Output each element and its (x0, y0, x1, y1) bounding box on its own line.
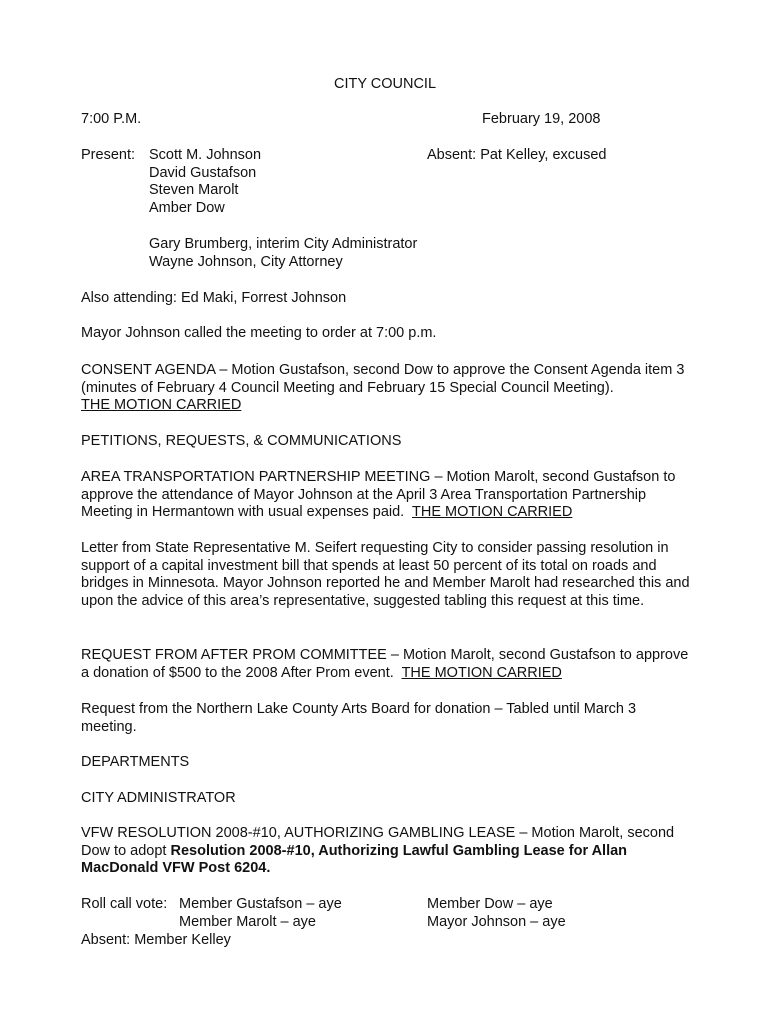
document-title: CITY COUNCIL (333, 76, 437, 92)
vfw-resolution (81, 825, 693, 878)
vfw-text: VFW RESOLUTION 2008-#10, AUTHORIZING GAMBLING LEASE – Motion Marolt, second Dow to adopt (81, 825, 675, 859)
motion-carried: THE MOTION CARRIED (412, 504, 573, 520)
motion-carried: THE MOTION CARRIED (81, 397, 242, 413)
staff-list (149, 236, 417, 271)
roll-call-vote: Member Marolt – aye (179, 913, 316, 930)
transportation-text: AREA TRANSPORTATION PARTNERSHIP MEETING – Motion Marolt, second Gustafson to approve the attendance of Mayor Johnson at the April 3 Area Transportation Partnership Meeting in Hermantown with usual expenses paid. (81, 469, 676, 520)
roll-call-absent: Absent: Member Kelley (81, 932, 231, 948)
roll-call-label: Roll call vote: (81, 896, 168, 912)
administrator-heading: CITY ADMINISTRATOR (81, 790, 236, 806)
staff-member: Gary Brumberg, interim City Administrator (149, 236, 418, 252)
consent-agenda (81, 362, 693, 415)
present-label: Present: (81, 147, 135, 163)
arts-board-item: Request from the Northern Lake County Arts Board for donation – Tabled until March 3 meeting. (81, 701, 637, 735)
roll-call-vote: Mayor Johnson – aye (427, 913, 566, 930)
also-attending: Also attending: Ed Maki, Forrest Johnson (81, 290, 347, 306)
motion-carried: THE MOTION CARRIED (401, 664, 562, 681)
absent-note: Absent: Pat Kelley, excused (427, 147, 607, 163)
after-prom-item (81, 647, 693, 682)
petitions-heading: PETITIONS, REQUESTS, & COMMUNICATIONS (81, 433, 402, 449)
present-member: Amber Dow (149, 199, 225, 216)
roll-call-vote: Member Dow – aye (427, 896, 553, 912)
roll-call-vote: Member Gustafson – aye (179, 896, 342, 912)
after-prom-text: REQUEST FROM AFTER PROM COMMITTEE – Motion Marolt, second Gustafson to approve a donation of $500 to the 2008 After Prom event. (81, 647, 689, 681)
staff-member: Wayne Johnson, City Attorney (149, 253, 343, 270)
present-member: Steven Marolt (149, 182, 239, 198)
present-member: Scott M. Johnson (149, 147, 262, 163)
seifert-letter: Letter from State Representative M. Seifert requesting City to consider passing resolution in support of a capital investment bill that spends at least 50 percent of its total on roads and bridges in Minnesota. Mayor Johnson reported he and Member Marolt had researched this and upon the advice of this area’s representative, suggested tabling this request at this time. (81, 540, 690, 609)
vfw-resolution-title: Resolution 2008-#10, Authorizing Lawful Gambling Lease for Allan MacDonald VFW Post 6204. (81, 842, 628, 876)
meeting-date: February 19, 2008 (482, 111, 601, 127)
present-list (149, 147, 261, 217)
roll-call-column-2 (427, 896, 566, 931)
transportation-item (81, 469, 693, 522)
present-member: David Gustafson (149, 164, 257, 181)
consent-agenda-text: CONSENT AGENDA – Motion Gustafson, second Dow to approve the Consent Agenda item 3 (minutes of February 4 Council Meeting and February 15 Special Council Meeting). (81, 362, 685, 396)
departments-heading: DEPARTMENTS (81, 754, 190, 770)
meeting-time: 7:00 P.M. (81, 111, 142, 127)
call-to-order: Mayor Johnson called the meeting to order at 7:00 p.m. (81, 325, 437, 341)
roll-call-column-1 (179, 896, 342, 931)
